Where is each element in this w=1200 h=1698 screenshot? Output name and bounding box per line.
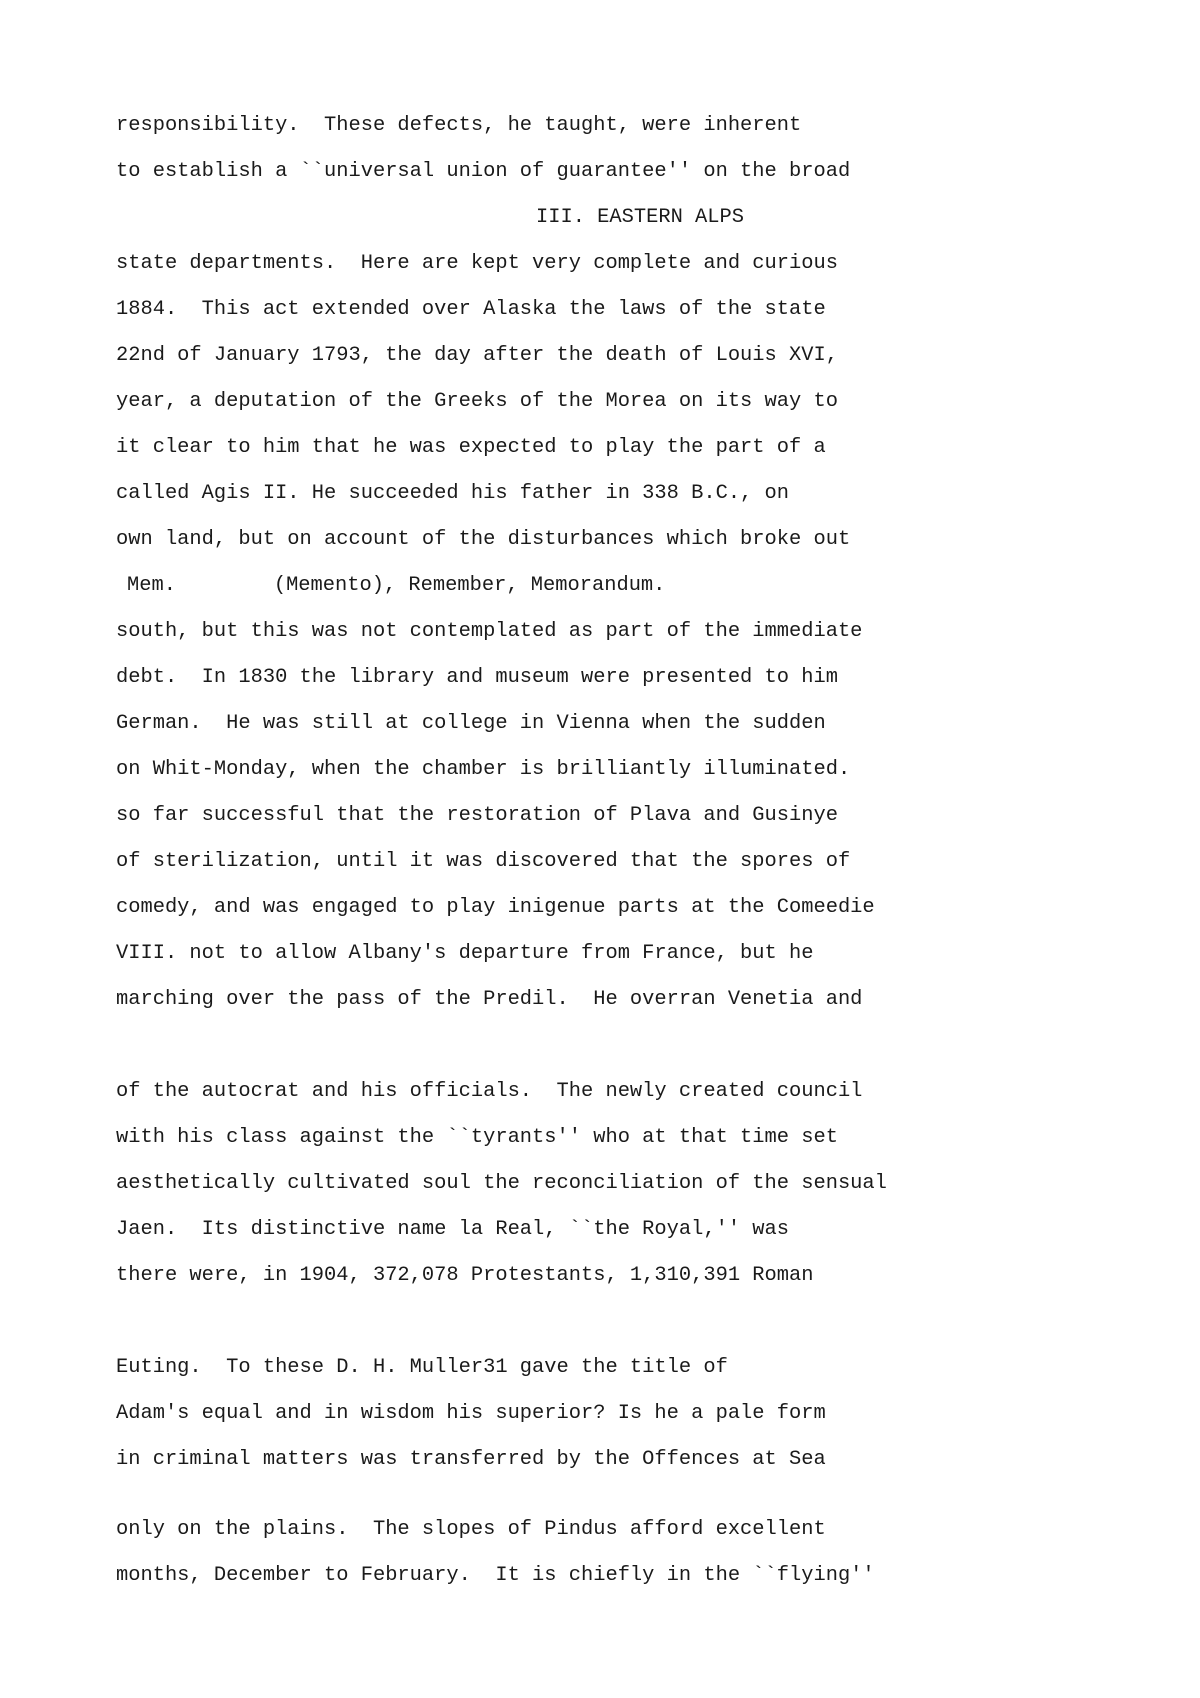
text-line: responsibility. These defects, he taught, were inherent	[116, 114, 802, 137]
text-line: Euting. To these D. H. Muller31 gave the title of	[116, 1356, 728, 1379]
text-line: Jaen. Its distinctive name la Real, ``the Royal,'' was	[116, 1218, 790, 1241]
text-line: year, a deputation of the Greeks of the Morea on its way to	[116, 390, 838, 413]
text-line: German. He was still at college in Vienna when the sudden	[116, 712, 826, 735]
text-line: on Whit-Monday, when the chamber is brilliantly illuminated.	[116, 758, 851, 781]
text-line: state departments. Here are kept very complete and curious	[116, 252, 838, 275]
text-line: only on the plains. The slopes of Pindus afford excellent	[116, 1518, 826, 1541]
text-line: 22nd of January 1793, the day after the death of Louis XVI,	[116, 344, 838, 367]
section-heading: III. EASTERN ALPS	[535, 206, 745, 229]
text-line: own land, but on account of the disturbances which broke out	[116, 528, 851, 551]
text-line: so far successful that the restoration of Plava and Gusinye	[116, 804, 838, 827]
text-line: of the autocrat and his officials. The newly created council	[116, 1080, 863, 1103]
text-line: 1884. This act extended over Alaska the laws of the state	[116, 298, 826, 321]
text-line: south, but this was not contemplated as part of the immediate	[116, 620, 863, 643]
text-line: of sterilization, until it was discovered that the spores of	[116, 850, 851, 873]
abbreviation-entry: Mem. (Memento), Remember, Memorandum.	[127, 574, 666, 597]
text-line: it clear to him that he was expected to play the part of a	[116, 436, 826, 459]
text-line: Adam's equal and in wisdom his superior? Is he a pale form	[116, 1402, 826, 1425]
text-line: in criminal matters was transferred by the Offences at Sea	[116, 1448, 826, 1471]
text-line: months, December to February. It is chiefly in the ``flying''	[116, 1564, 875, 1587]
text-line: called Agis II. He succeeded his father in 338 B.C., on	[116, 482, 790, 505]
text-line: there were, in 1904, 372,078 Protestants, 1,310,391 Roman	[116, 1264, 814, 1287]
text-line: to establish a ``universal union of guarantee'' on the broad	[116, 160, 851, 183]
text-line: comedy, and was engaged to play inigenue parts at the Comeedie	[116, 896, 875, 919]
text-line: aesthetically cultivated soul the reconciliation of the sensual	[116, 1172, 887, 1195]
text-line: marching over the pass of the Predil. He overran Venetia and	[116, 988, 863, 1011]
text-line: VIII. not to allow Albany's departure from France, but he	[116, 942, 814, 965]
text-line: with his class against the ``tyrants'' who at that time set	[116, 1126, 838, 1149]
text-line: debt. In 1830 the library and museum were presented to him	[116, 666, 838, 689]
